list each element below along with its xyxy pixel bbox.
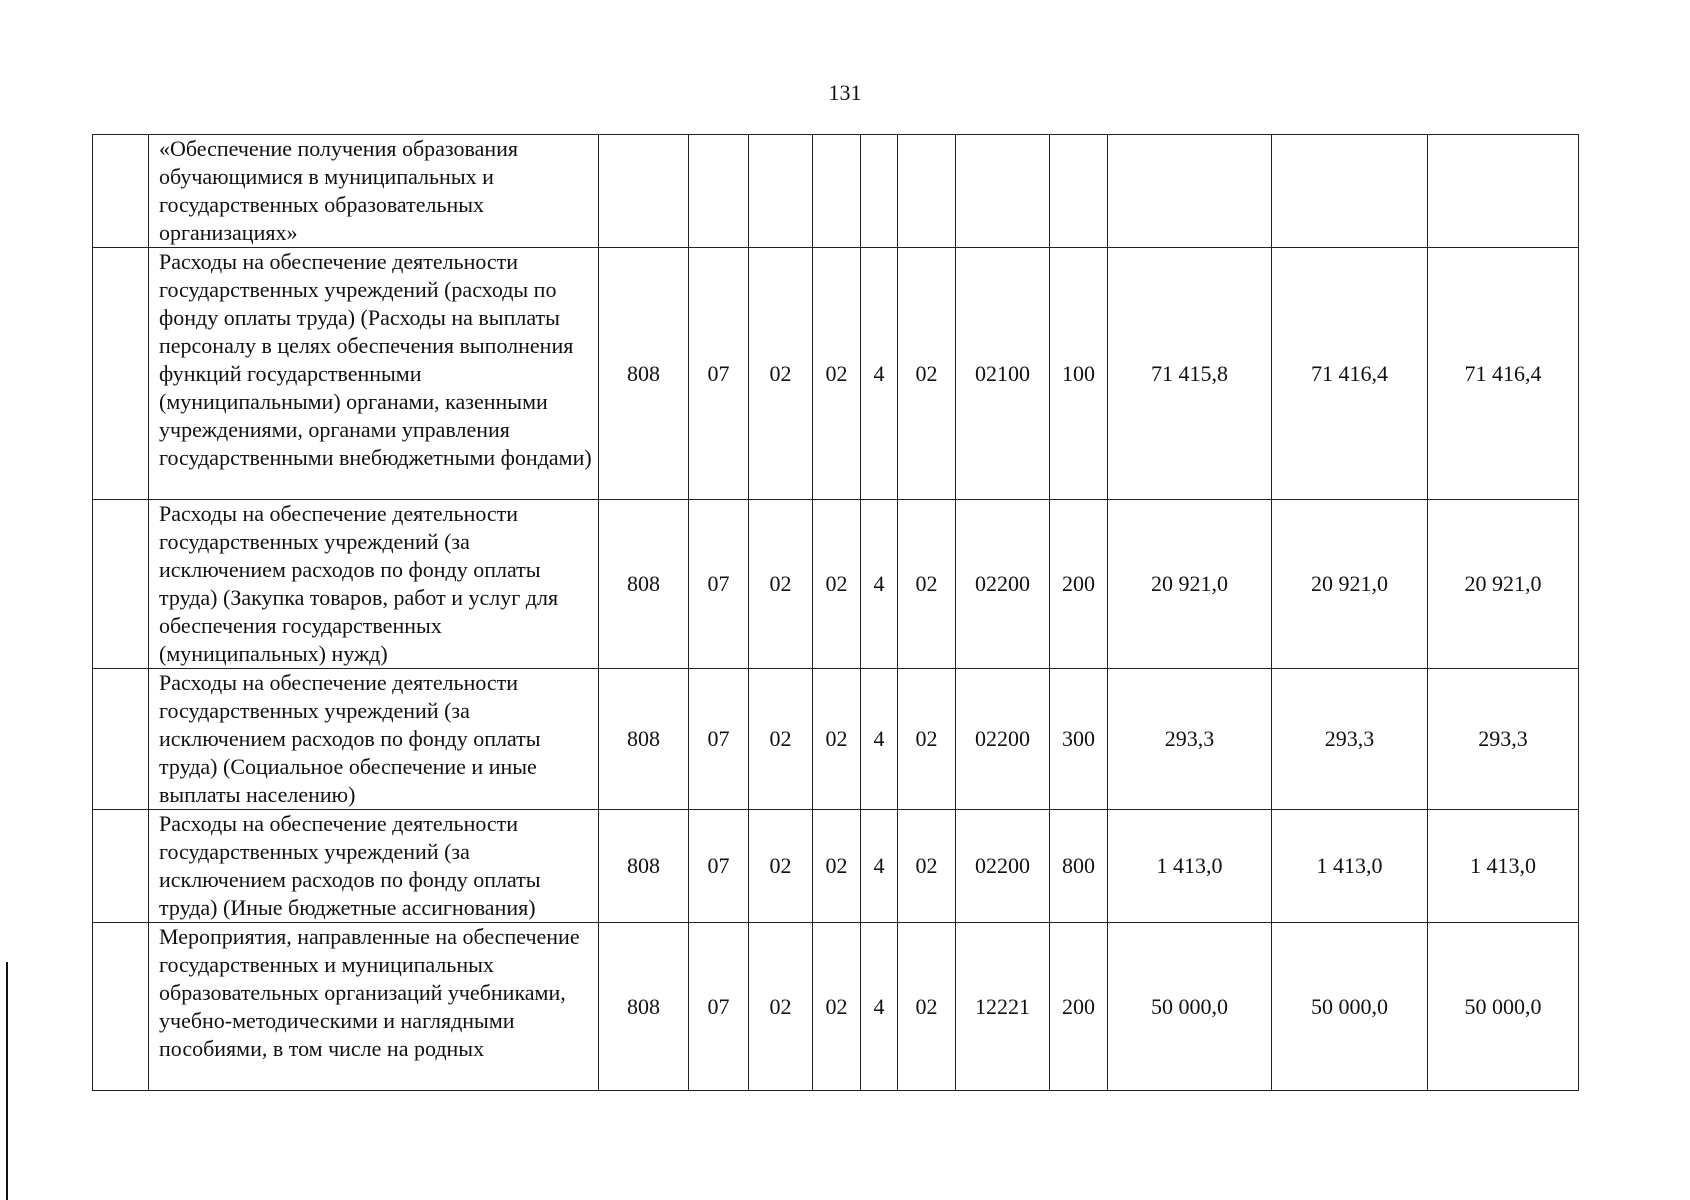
amount-cell: 71 416,4 — [1428, 248, 1579, 500]
table-row — [93, 248, 1579, 500]
row-number-cell — [93, 810, 149, 923]
code-cell: 07 — [689, 669, 749, 810]
code-cell: 02 — [898, 500, 956, 669]
table-row — [93, 923, 1579, 1091]
code-cell: 800 — [1050, 810, 1108, 923]
code-cell: 808 — [599, 810, 689, 923]
code-cell — [599, 135, 689, 248]
table-row — [93, 669, 1579, 810]
amount-cell: 293,3 — [1272, 669, 1428, 810]
code-cell: 4 — [861, 810, 898, 923]
description-cell: Мероприятия, направленные на обеспечение государственных и муниципальных образовательных организаций учебниками, учебно-методическими и наглядными пособиями, в том числе на родных — [149, 923, 599, 1091]
description-cell: «Обеспечение получения образования обучающимися в муниципальных и государственных образовательных организациях» — [149, 135, 599, 248]
code-cell: 07 — [689, 923, 749, 1091]
code-cell: 02 — [749, 923, 813, 1091]
code-cell: 02 — [813, 810, 861, 923]
code-cell: 4 — [861, 500, 898, 669]
amount-cell: 20 921,0 — [1108, 500, 1272, 669]
budget-table — [92, 134, 1579, 1091]
code-cell: 200 — [1050, 500, 1108, 669]
code-cell: 07 — [689, 810, 749, 923]
code-cell — [898, 135, 956, 248]
code-cell: 300 — [1050, 669, 1108, 810]
amount-cell: 1 413,0 — [1428, 810, 1579, 923]
description-cell: Расходы на обеспечение деятельности государственных учреждений (за исключением расходов по фонду оплаты труда) (Закупка товаров, работ и услуг для обеспечения государственных (муниципальных) нужд) — [149, 500, 599, 669]
code-cell: 02 — [813, 669, 861, 810]
row-number-cell — [93, 923, 149, 1091]
code-cell — [749, 135, 813, 248]
amount-cell: 293,3 — [1108, 669, 1272, 810]
code-cell: 02 — [898, 810, 956, 923]
code-cell: 808 — [599, 248, 689, 500]
amount-cell: 20 921,0 — [1272, 500, 1428, 669]
row-number-cell — [93, 248, 149, 500]
code-cell — [956, 135, 1050, 248]
code-cell: 200 — [1050, 923, 1108, 1091]
code-cell: 02 — [749, 500, 813, 669]
amount-cell: 50 000,0 — [1108, 923, 1272, 1091]
code-cell: 02100 — [956, 248, 1050, 500]
code-cell: 4 — [861, 248, 898, 500]
table-row — [93, 810, 1579, 923]
code-cell: 808 — [599, 669, 689, 810]
code-cell — [1050, 135, 1108, 248]
description-cell: Расходы на обеспечение деятельности государственных учреждений (за исключением расходов по фонду оплаты труда) (Иные бюджетные ассигнования) — [149, 810, 599, 923]
code-cell: 07 — [689, 248, 749, 500]
amount-cell: 50 000,0 — [1428, 923, 1579, 1091]
amount-cell: 1 413,0 — [1272, 810, 1428, 923]
margin-line — [6, 962, 8, 1200]
code-cell: 02 — [898, 923, 956, 1091]
table-row — [93, 500, 1579, 669]
description-cell: Расходы на обеспечение деятельности государственных учреждений (расходы по фонду оплаты труда) (Расходы на выплаты персоналу в целях обеспечения выполнения функций государственными (муниципальными) органами, казенными учреждениями, органами управления государственными внебюджетными фондами) — [149, 248, 599, 500]
row-number-cell — [93, 669, 149, 810]
amount-cell: 71 415,8 — [1108, 248, 1272, 500]
amount-cell — [1272, 135, 1428, 248]
code-cell — [861, 135, 898, 248]
row-number-cell — [93, 135, 149, 248]
amount-cell: 50 000,0 — [1272, 923, 1428, 1091]
code-cell — [813, 135, 861, 248]
code-cell: 4 — [861, 669, 898, 810]
code-cell: 02 — [749, 248, 813, 500]
amount-cell — [1428, 135, 1579, 248]
code-cell: 02200 — [956, 810, 1050, 923]
code-cell: 12221 — [956, 923, 1050, 1091]
code-cell: 100 — [1050, 248, 1108, 500]
code-cell: 02 — [898, 248, 956, 500]
code-cell: 808 — [599, 500, 689, 669]
amount-cell — [1108, 135, 1272, 248]
description-cell: Расходы на обеспечение деятельности государственных учреждений (за исключением расходов по фонду оплаты труда) (Социальное обеспечение и иные выплаты населению) — [149, 669, 599, 810]
amount-cell: 1 413,0 — [1108, 810, 1272, 923]
amount-cell: 293,3 — [1428, 669, 1579, 810]
code-cell: 02200 — [956, 669, 1050, 810]
amount-cell: 20 921,0 — [1428, 500, 1579, 669]
table-row — [93, 135, 1579, 248]
code-cell: 02 — [813, 500, 861, 669]
code-cell: 4 — [861, 923, 898, 1091]
code-cell: 02 — [813, 923, 861, 1091]
code-cell: 02200 — [956, 500, 1050, 669]
code-cell: 02 — [749, 669, 813, 810]
code-cell: 808 — [599, 923, 689, 1091]
code-cell — [689, 135, 749, 248]
page-number: 131 — [828, 80, 862, 105]
code-cell: 02 — [813, 248, 861, 500]
code-cell: 02 — [749, 810, 813, 923]
code-cell: 02 — [898, 669, 956, 810]
code-cell: 07 — [689, 500, 749, 669]
amount-cell: 71 416,4 — [1272, 248, 1428, 500]
row-number-cell — [93, 500, 149, 669]
